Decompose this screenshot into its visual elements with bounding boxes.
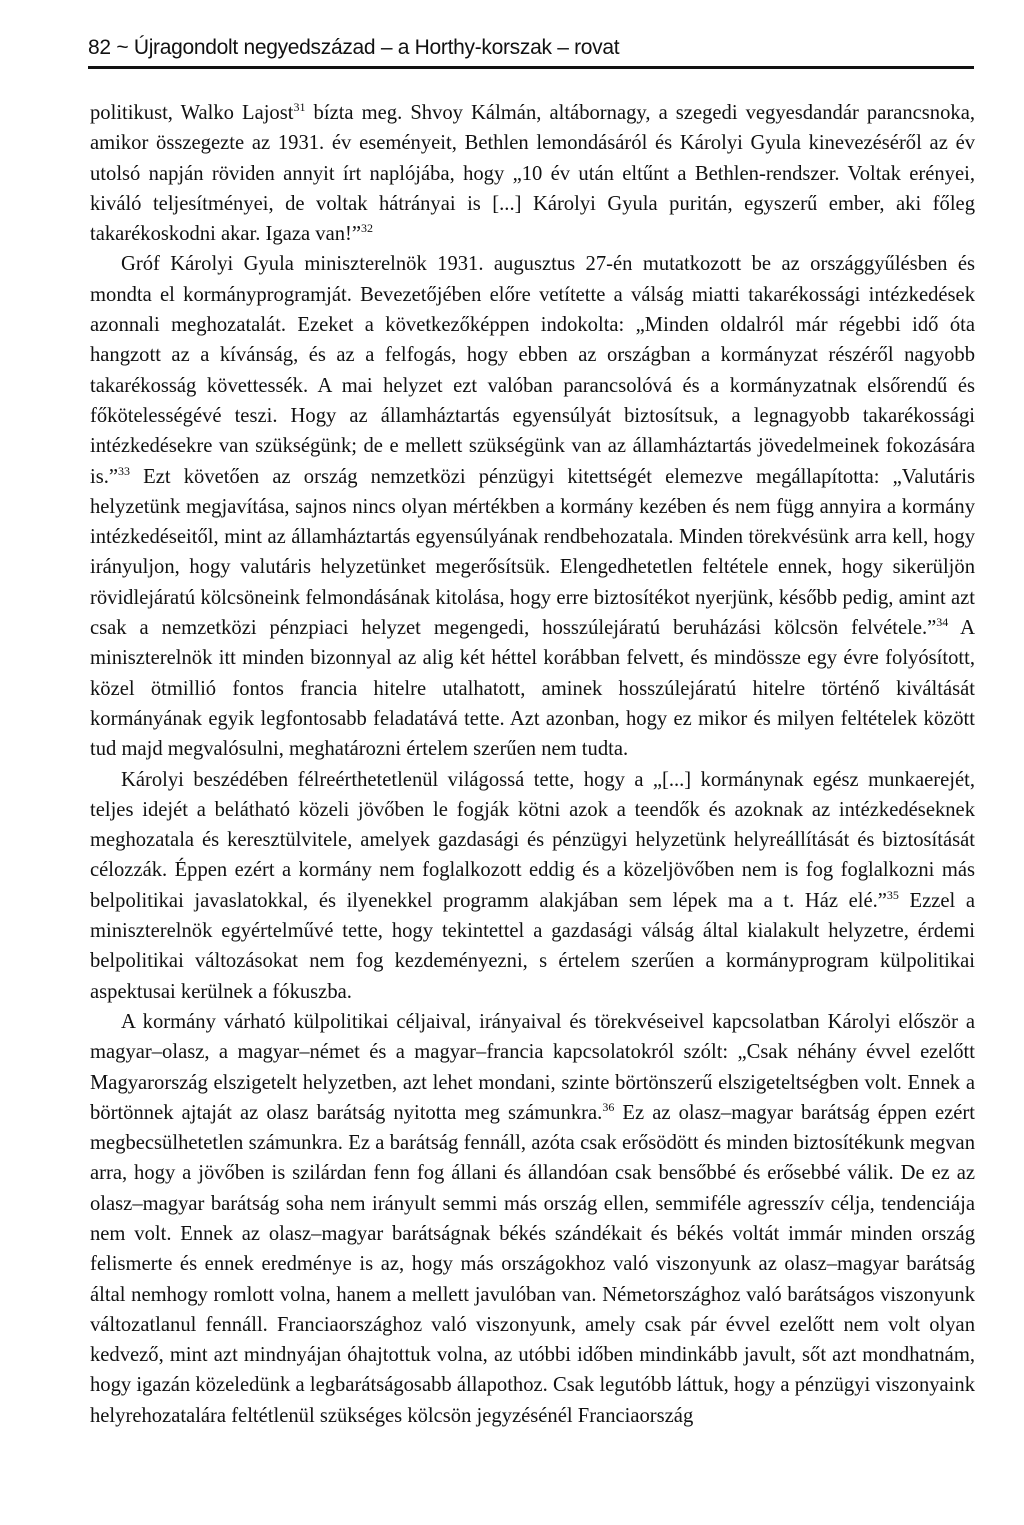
header-separator: ~ bbox=[116, 36, 129, 59]
journal-section-title: Újragondolt negyedszázad – a Horthy-korszak – rovat bbox=[133, 36, 620, 59]
text-run: bízta meg. Shvoy Kálmán, altábornagy, a szegedi vegyesdandár parancsnoka, amikor összegezte az 1931. év eseményeit, Bethlen lemondásáról és Károlyi Gyula kinevezéséről az év utolsó napján röviden annyit írt naplójába, hogy „10 év után eltűnt a Bethlen-rendszer. Voltak erényei, kiváló teljesítményei, de voltak hátrányai is [...] Károlyi Gyula puritán, egyszerű ember, aki főleg takarékoskodni akar. Igaza van!” bbox=[90, 102, 975, 246]
running-head bbox=[88, 34, 972, 62]
header-rule bbox=[88, 66, 974, 69]
paragraph bbox=[90, 98, 975, 249]
footnote-ref-32[interactable]: 32 bbox=[361, 221, 374, 236]
paragraph bbox=[90, 1007, 975, 1431]
footnote-ref-34[interactable]: 34 bbox=[936, 615, 949, 630]
footnote-ref-36[interactable]: 36 bbox=[602, 1099, 615, 1114]
footnote-ref-33[interactable]: 33 bbox=[118, 463, 131, 478]
paragraph bbox=[90, 765, 975, 1007]
paragraph bbox=[90, 249, 975, 764]
text-run: A miniszterelnök itt minden bizonnyal az alig két héttel korábban felvett, és mindössze egy évre folyósított, közel ötmillió fontos francia hitelre utalhatott, aminek hosszúlejáratú hitelre történő kiváltását kormányának egyik legfontosabb feladatává tette. Azt azonban, hogy ez mikor és milyen feltételek között tud majd megvalósulni, meghatározni értelem szerűen nem tudta. bbox=[90, 617, 975, 761]
article-body bbox=[90, 98, 975, 1431]
text-run: Ezt követően az ország nemzetközi pénzügyi kitettségét elemezve megállapította: „Valutáris helyzetünk megjavítása, sajnos nincs olyan mértékben a kormány kezében és nem függ annyira a kormány intézkedéseitől, mint az államháztartás egyensúlyának rendbehozatala. Minden törekvésünk arra kell, hogy irányuljon, hogy valutáris helyzetünket megerősítsük. Elengedhetetlen feltétele ennek, hogy sikerüljön rövidlejáratú kölcsöneink felmondásának kitolása, hogy erre biztosítékot nyerjünk, később pedig, amint azt csak a nemzetközi pénzpiaci helyzet megengedi, hosszúlejáratú beruházási kölcsön felvétele.” bbox=[90, 465, 975, 640]
text-run: A kormány várható külpolitikai céljaival, irányaival és törekvéseivel kapcsolatban Károlyi először a magyar–olasz, a magyar–német és a magyar–francia kapcsolatokról szólt: „Csak néhány évvel ezelőtt Magyarország elszigetelt helyzetben, azt lehet mondani, szinte börtönszerű elszigeteltségben volt. Ennek a börtönnek ajtaját az olasz barátság nyitotta meg számunkra. bbox=[90, 1010, 975, 1124]
text-run: Gróf Károlyi Gyula miniszterelnök 1931. augusztus 27-én mutatkozott be az országgyűlésben és mondta el kormányprogramját. Bevezetőjében előre vetítette a válság miatti takarékossági intézkedések azonnali meghozatalát. Ezeket a következőképpen indokolta: „Minden oldalról már régebbi idő óta hangzott az a kívánság, és az a felfogás, hogy ebben az országban a kormányzat részéről nagyobb takarékosság követtessék. A mai helyzet ezt valóban parancsolóvá és a kormányzatnak elsőrendű és főkötelességévé teszi. Hogy az államháztartás egyensúlyát biztosítsuk, a legnagyobb takarékossági intézkedésekre van szükségünk; de e mellett szükségünk van az államháztartás jövedelmeinek fokozására is.” bbox=[90, 253, 975, 488]
text-run: Ez az olasz–magyar barátság éppen ezért megbecsülhetetlen számunkra. Ez a barátság fennáll, azóta csak erősödött és minden biztosítékunk megvan arra, hogy a jövőben is szilárdan fenn fog állani és állandóan csak bensőbbé és erősebbé válik. De ez az olasz–magyar barátság soha nem irányult semmi más ország ellen, semmiféle agresszív célja, tendenciája nem volt. Ennek az olasz–magyar barátságnak békés szándékait és békés voltát immár minden ország felismerte és ennek eredménye is az, hogy más országokhoz való viszonyunk az olasz–magyar barátság által nemhogy romlott volna, hanem a mellett javulóban van. Németországhoz való barátságos viszonyunk változatlanul fennáll. Franciaországhoz való viszonyunk, amely csak pár évvel ezelőtt nem volt olyan kedvező, mint azt mindnyájan óhajtottuk volna, az utóbbi időben mindinkább javult, sőt azt mondhatnám, hogy igazán közeledünk a legbarátságosabb állapothoz. Csak legutóbb láttuk, hogy a pénzügyi viszonyaink helyrehozatalára feltétlenül szükséges kölcsön jegyzésénél Franciaország bbox=[90, 1101, 975, 1427]
footnote-ref-31[interactable]: 31 bbox=[293, 100, 306, 114]
footnote-ref-35[interactable]: 35 bbox=[886, 887, 899, 902]
page-number: 82 bbox=[88, 36, 111, 59]
text-run: politikust, Walko Lajost bbox=[90, 102, 294, 124]
text-run: Ezzel a miniszterelnök egyértelművé tette, hogy tekintettel a gazdasági válság által kialakult helyzetre, érdemi belpolitikai változásokat nem fog kezdeményezni, s értelem szerűen a kormányprogram külpolitikai aspektusai kerülnek a fókuszba. bbox=[90, 889, 975, 1003]
text-run: Károlyi beszédében félreérthetetlenül világossá tette, hogy a „[...] kormánynak egész munkaerejét, teljes idejét a belátható közeli jövőben le fogják kötni azok a teendők és azoknak az intézkedéseknek meghozatala és keresztülvitele, amelyek gazdasági és pénzügyi helyzetünk helyreállítását és biztosítását célozzák. Éppen ezért a kormány nem foglalkozott eddig és a közeljövőben nem is fog foglalkozni más belpolitikai javaslatokkal, és ilyenekkel programm alakjában sem lépek ma a t. Ház elé.” bbox=[90, 768, 975, 912]
